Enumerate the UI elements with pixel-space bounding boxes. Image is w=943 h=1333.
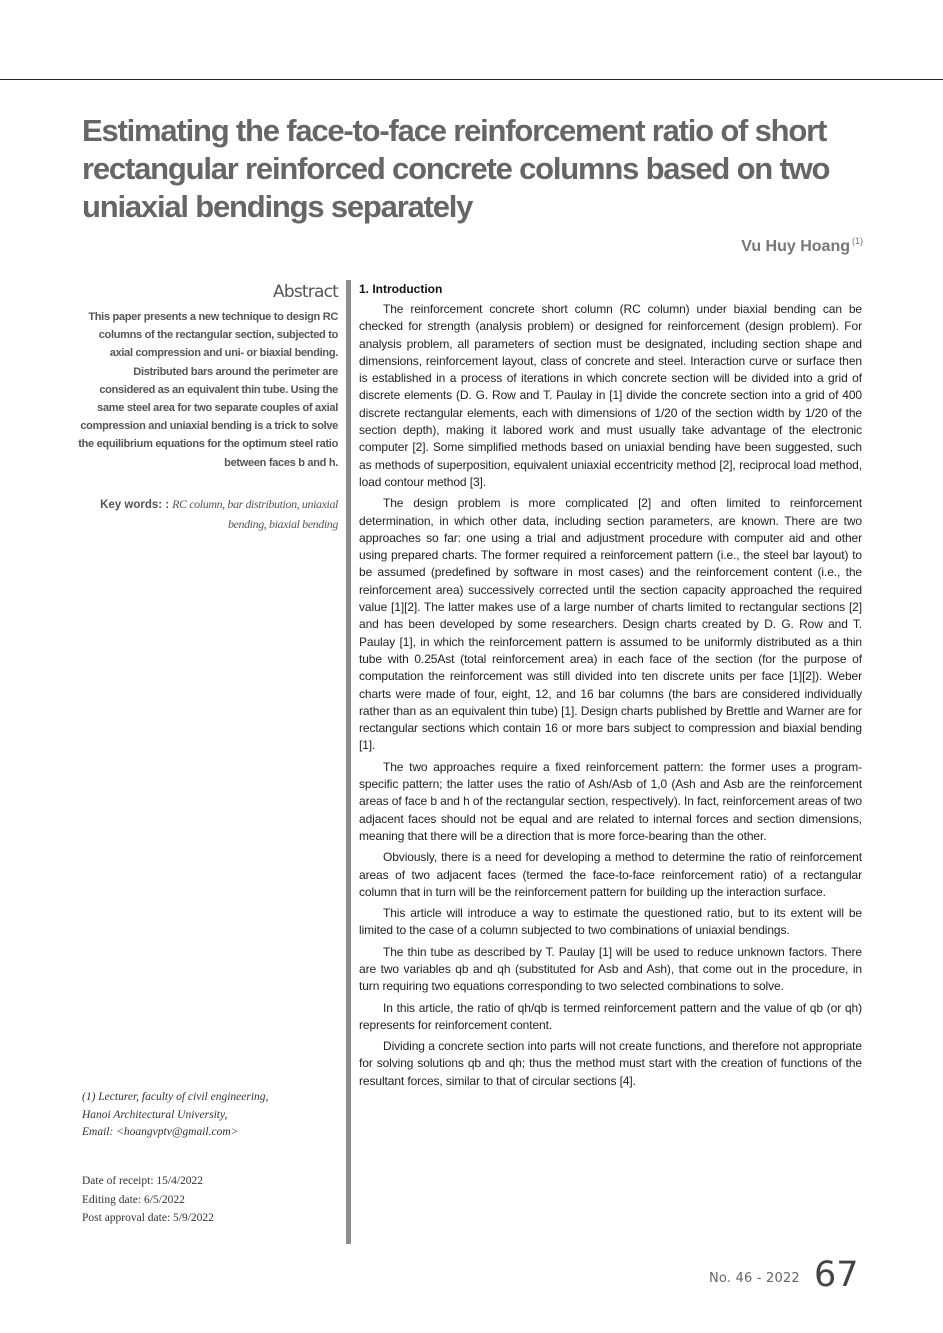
author-footnote-mark: (1) bbox=[852, 236, 863, 246]
affiliation-email: Email: <hoangvptv@gmail.com> bbox=[82, 1126, 239, 1138]
post-approval-date: Post approval date: 5/9/2022 bbox=[82, 1212, 214, 1224]
header-rule bbox=[0, 79, 943, 80]
body-paragraph: The reinforcement concrete short column (RC column) under biaxial bending can be checked for strength (analysis problem) or designed for reinforcement (design problem). For analysis problem, all parameters of section must be designated, including section shape and dimensions, reinforcement layout, class of concrete and steel. Interaction curve or surface then is established in a process of iterations in which concrete section will be divided into a grid of discrete elements (D. G. Row and T. Paulay in [1] divide the concrete section into a grid of 400 discrete rectangular elements, each with dimensions of 1/20 of the section width by 1/20 of the section depth), making it labored work and must usually take advantage of the electronic computer [2]. Some simplified methods based on uniaxial bending have been suggested, such as methods of superposition, equivalent uniaxial eccentricity method [2], reciprocal load method, load contour method [3]. bbox=[359, 302, 862, 489]
journal-issue: No. 46 - 2022 bbox=[709, 1271, 800, 1286]
keywords-list: RC column, bar distribution, uniaxial bending, biaxial bending bbox=[172, 497, 338, 531]
abstract-heading: Abstract bbox=[273, 282, 338, 302]
article-title: Estimating the face-to-face reinforcement ratio of short rectangular reinforced concrete columns based on two uniaxial bendings separately bbox=[82, 113, 830, 224]
affiliation-line: (1) Lecturer, faculty of civil engineering, bbox=[82, 1091, 269, 1103]
body-paragraph: The thin tube as described by T. Paulay [1] will be used to reduce unknown factors. There are two variables qb and qh (substituted for Asb and Ash), that come out in the procedure, in turn requiring two equations corresponding to two selected combinations to solve. bbox=[359, 944, 862, 994]
body-paragraph: The two approaches require a fixed reinforcement pattern: the former uses a program-specific pattern; the latter uses the ratio of Ash/Asb of 1,0 (Ash and Asb are the reinforcement areas of face b and h of the rectangular section, respectively). In fact, reinforcement areas of two adjacent faces should not be equal and are related to internal forces and section dimensions, meaning that there will be a direction that is more force-bearing than the other. bbox=[359, 759, 862, 843]
body-paragraph: The design problem is more complicated [2] and often limited to reinforcement determination, in which other data, including section parameters, are known. There are two approaches so far: one using a trial and adjustment procedure with computer aid and other using prepared charts. The former required a reinforcement pattern (i.e., the steel bar layout) to be assumed (predefined by software in most cases) and the reinforcement content (i.e., the reinforcement area) successively corrected until the section capacity approached the required value [1][2]. The latter makes use of a large number of charts limited to rectangular sections [2] and has been developed by some researchers. Design charts created by D. G. Row and T. Paulay [1], in which the reinforcement pattern is assumed to be uniformly distributed as a thin tube with 0.25Ast (total reinforcement area) in each face of the section (for the purpose of computation the reinforcement was still divided into ten discrete units per face [1][2]). Weber charts were made of four, eight, 12, and 16 bar columns (the bars are considered individually rather than as an equivalent thin tube) [1]. Design charts published by Brettle and Warner are for rectangular sections which contain 16 or more bars subject to compression and biaxial bending [1]. bbox=[359, 496, 862, 753]
author-name: Vu Huy Hoang bbox=[741, 238, 850, 255]
publication-dates bbox=[82, 1172, 322, 1228]
body-paragraph: This article will introduce a way to estimate the questioned ratio, but to its extent will be limited to the case of a column subjected to two combinations of uniaxial bendings. bbox=[359, 906, 862, 938]
section-heading: 1. Introduction bbox=[359, 282, 443, 296]
date-of-receipt: Date of receipt: 15/4/2022 bbox=[82, 1175, 204, 1187]
affiliation-line: Hanoi Architectural University, bbox=[82, 1108, 228, 1121]
author-affiliation bbox=[82, 1089, 322, 1142]
body-paragraph: Obviously, there is a need for developing a method to determine the ratio of reinforcement areas of two adjacent faces (termed the face-to-face reinforcement ratio) of a rectangular column that in turn will be the reinforcement pattern for building up the interaction surface. bbox=[359, 850, 862, 899]
editing-date: Editing date: 6/5/2022 bbox=[82, 1193, 185, 1206]
keywords-label: Key words: : bbox=[100, 499, 170, 511]
main-body bbox=[359, 282, 862, 1094]
column-divider-bar bbox=[346, 280, 351, 1244]
keywords bbox=[78, 495, 338, 534]
abstract-text: This paper presents a new technique to design RC columns of the rectangular section, subjected to axial compression and uni- or biaxial bending. Distributed bars around the perimeter are considered as an equivalent thin tube. Using the same steel area for two separate couples of axial compression and uniaxial bending is a trick to solve the equilibrium equations for the optimum steel ratio between faces b and h. bbox=[78, 311, 338, 469]
author-line bbox=[741, 236, 863, 256]
page-number: 67 bbox=[814, 1255, 859, 1295]
body-paragraph: In this article, the ratio of qh/qb is termed reinforcement pattern and the value of qb (or qh) represents for reinforcement content. bbox=[359, 1000, 862, 1032]
body-paragraph: Dividing a concrete section into parts will not create functions, and therefore not appropriate for solving solutions qb and qh; thus the method must start with the creation of functions of the resultant forces, similar to that of circular sections [4]. bbox=[359, 1039, 862, 1088]
